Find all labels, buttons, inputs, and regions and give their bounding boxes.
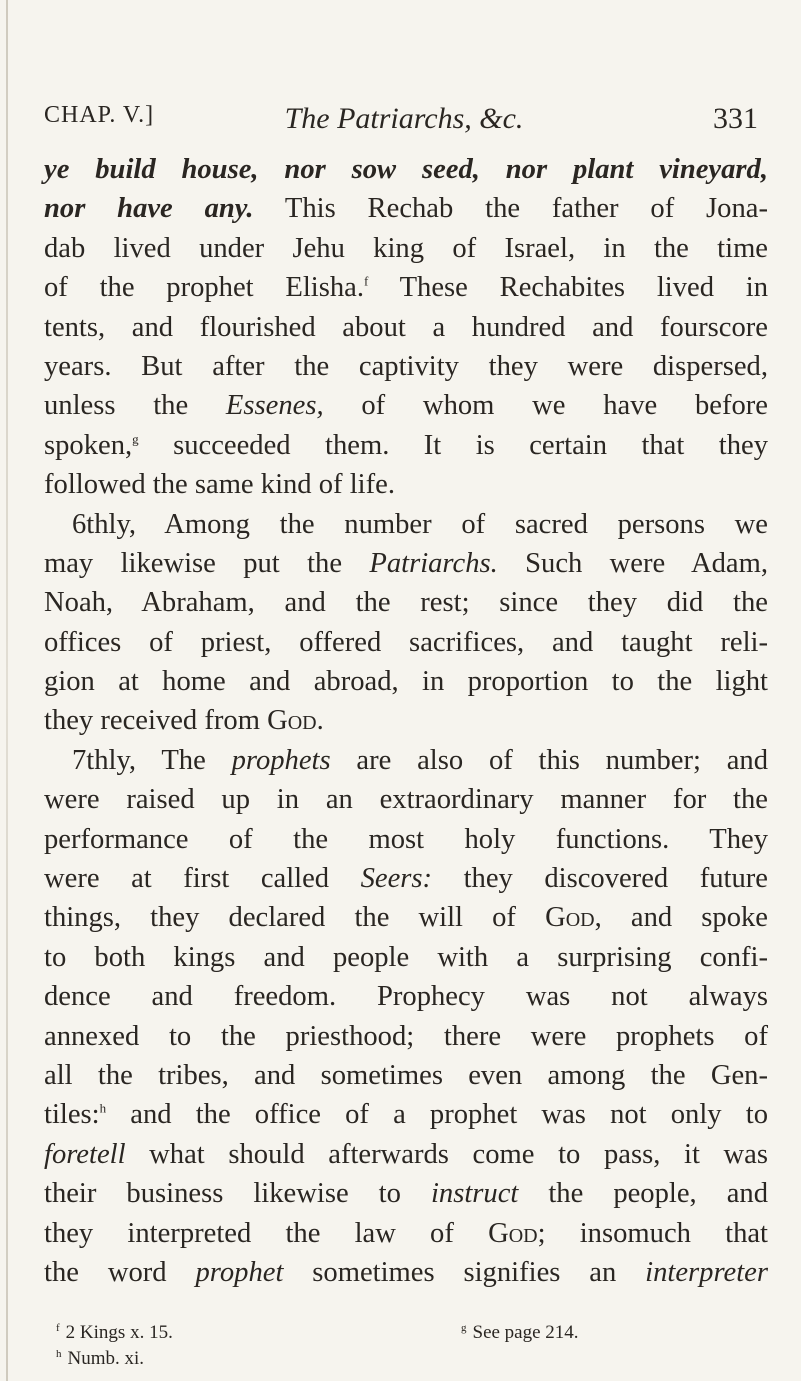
text-line: they interpreted the law of God; insomuch that bbox=[44, 1217, 768, 1249]
chapter-label: CHAP. V.] bbox=[44, 102, 155, 128]
text-line: 6thly, Among the number of sacred persons we bbox=[72, 508, 768, 540]
text-line: tents, and flourished about a hundred and fourscore bbox=[44, 311, 768, 343]
text-line: their business likewise to instruct the people, and bbox=[44, 1178, 768, 1210]
text-line: were at first called Seers: they discovered future bbox=[44, 863, 768, 895]
text-line: to both kings and people with a surprising confi- bbox=[44, 941, 768, 973]
page-edge bbox=[6, 0, 8, 1381]
text-line: spoken,$^g$ succeeded them. It is certain that they bbox=[44, 429, 768, 461]
running-header bbox=[44, 102, 764, 142]
text-line: offices of priest, offered sacrifices, and taught reli- bbox=[44, 626, 768, 658]
text-line: unless the Essenes, of whom we have before bbox=[44, 390, 768, 422]
footnote-h: $^h$ Numb. xi. bbox=[56, 1347, 145, 1369]
running-title: The Patriarchs, &c. bbox=[284, 102, 524, 135]
text-line: dence and freedom. Prophecy was not always bbox=[44, 981, 768, 1013]
footnote-ref: g bbox=[132, 431, 139, 447]
text-line: followed the same kind of life. bbox=[44, 469, 395, 501]
text-line: foretell what should afterwards come to pass, it was bbox=[44, 1138, 768, 1170]
text-line: dab lived under Jehu king of Israel, in the time bbox=[44, 232, 768, 264]
footnote-g: $^g$ See page 214. bbox=[461, 1321, 579, 1343]
footnote-row bbox=[56, 1346, 756, 1372]
text-line: may likewise put the Patriarchs. Such were Adam, bbox=[44, 547, 768, 579]
text-line: things, they declared the will of God, and spoke bbox=[44, 902, 768, 934]
footnote-f: $^f$ 2 Kings x. 15. bbox=[56, 1321, 173, 1343]
text-line: gion at home and abroad, in proportion to the light bbox=[44, 666, 768, 698]
text-line: were raised up in an extraordinary manner for the bbox=[44, 784, 768, 816]
text-line: performance of the most holy functions. They bbox=[44, 823, 768, 855]
text-line: nor have any. This Rechab the father of Jona- bbox=[44, 193, 768, 225]
footnote-ref: f bbox=[364, 273, 369, 289]
text-line: annexed to the priesthood; there were prophets of bbox=[44, 1020, 768, 1052]
text-line: tiles:$^h$ and the office of a prophet was not only to bbox=[44, 1099, 768, 1131]
text-line: the word prophet sometimes signifies an interpreter bbox=[44, 1256, 768, 1288]
text-line: ye build house, nor sow seed, nor plant vineyard, bbox=[44, 154, 768, 185]
page-number: 331 bbox=[713, 102, 758, 135]
body-text bbox=[44, 150, 768, 1292]
text-line: all the tribes, and sometimes even among the Gen- bbox=[44, 1059, 768, 1091]
footnote-ref: h bbox=[99, 1100, 107, 1116]
footnotes bbox=[56, 1320, 756, 1372]
text-line: Noah, Abraham, and the rest; since they did the bbox=[44, 587, 768, 619]
text-line: 7thly, The prophets are also of this number; and bbox=[72, 744, 769, 776]
footnote-row bbox=[56, 1320, 756, 1346]
text-line: they received from God. bbox=[44, 705, 324, 737]
text-line: of the prophet Elisha.$^f$ These Rechabites lived in bbox=[44, 272, 768, 304]
text-line: years. But after the captivity they were dispersed, bbox=[44, 350, 768, 382]
